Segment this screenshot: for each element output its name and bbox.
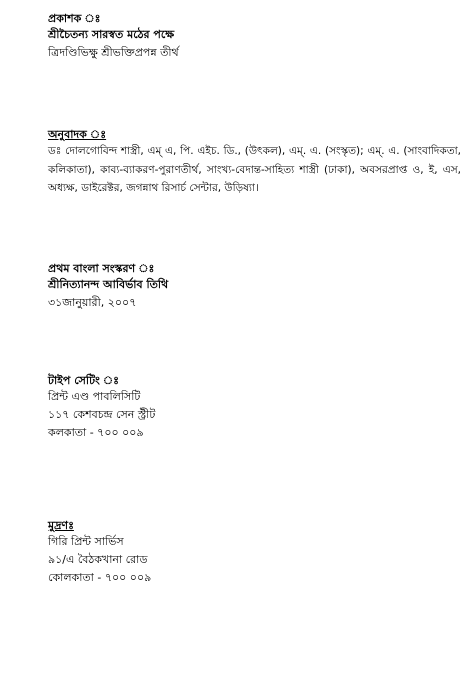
typesetting-heading: টাইপ সেটিং ঃ xyxy=(48,374,120,387)
edition-date: ৩১জানুয়ারী, ২০০৭ xyxy=(48,296,137,309)
printing-line-3: কোলকাতা - ৭০০ ০০৯ xyxy=(48,571,152,584)
printing-line-2: ৯১/এ বৈঠকখানা রোড xyxy=(48,553,148,566)
publisher-line-1: শ্রীচৈতন্য সারস্বত মঠের পক্ষে xyxy=(48,28,175,41)
translator-details: ডঃ দোলগোবিন্দ শাস্ত্রী, এম্ এ, পি. এইচ. ডি., (উৎকল), এম্. এ. (সংস্কৃত); এম্. এ. (সাংবাদিকতা, কলিকাতা), কাব্য-ব্যাকরণ-পুরাণতীর্থ, সাংখ্য-বেদান্ত-সাহিত্য শাস্ত্রী (ঢাকা), অবসরপ্রাপ্ত ও, ই, এস, অধ্যক্ষ, ডাইরেক্টর, জগন্নাথ রিসার্চ সেন্টার, উড়িষ্যা। xyxy=(48,145,461,194)
printing-line-1: গিরি প্রিন্ট সার্ভিস xyxy=(48,535,124,548)
publisher-section xyxy=(48,12,461,62)
typesetting-line-1: প্রিন্ট এণ্ড পাবলিসিটি xyxy=(48,390,141,403)
publisher-heading: প্রকাশক ঃ xyxy=(48,12,101,25)
printing-section xyxy=(48,519,461,587)
typesetting-section xyxy=(48,374,461,442)
typesetting-line-2: ১১৭ কেশবচন্দ্র সেন স্ট্রীট xyxy=(48,408,156,421)
publisher-line-2: ত্রিদণ্ডিভিক্ষু শ্রীভক্তিপ্রপন্ন তীর্থ xyxy=(48,46,179,59)
printing-heading: মুদ্রণঃ xyxy=(48,519,74,532)
edition-heading: প্রথম বাংলা সংস্করণ ঃ xyxy=(48,262,155,275)
typesetting-line-3: কলকাতা - ৭০০ ০০৯ xyxy=(48,426,144,439)
edition-section xyxy=(48,262,461,312)
edition-occasion: শ্রীনিত্যানন্দ আবির্ভাব তিথি xyxy=(48,278,169,291)
translator-section xyxy=(48,128,461,198)
translator-heading: অনুবাদক ঃ xyxy=(48,128,107,141)
